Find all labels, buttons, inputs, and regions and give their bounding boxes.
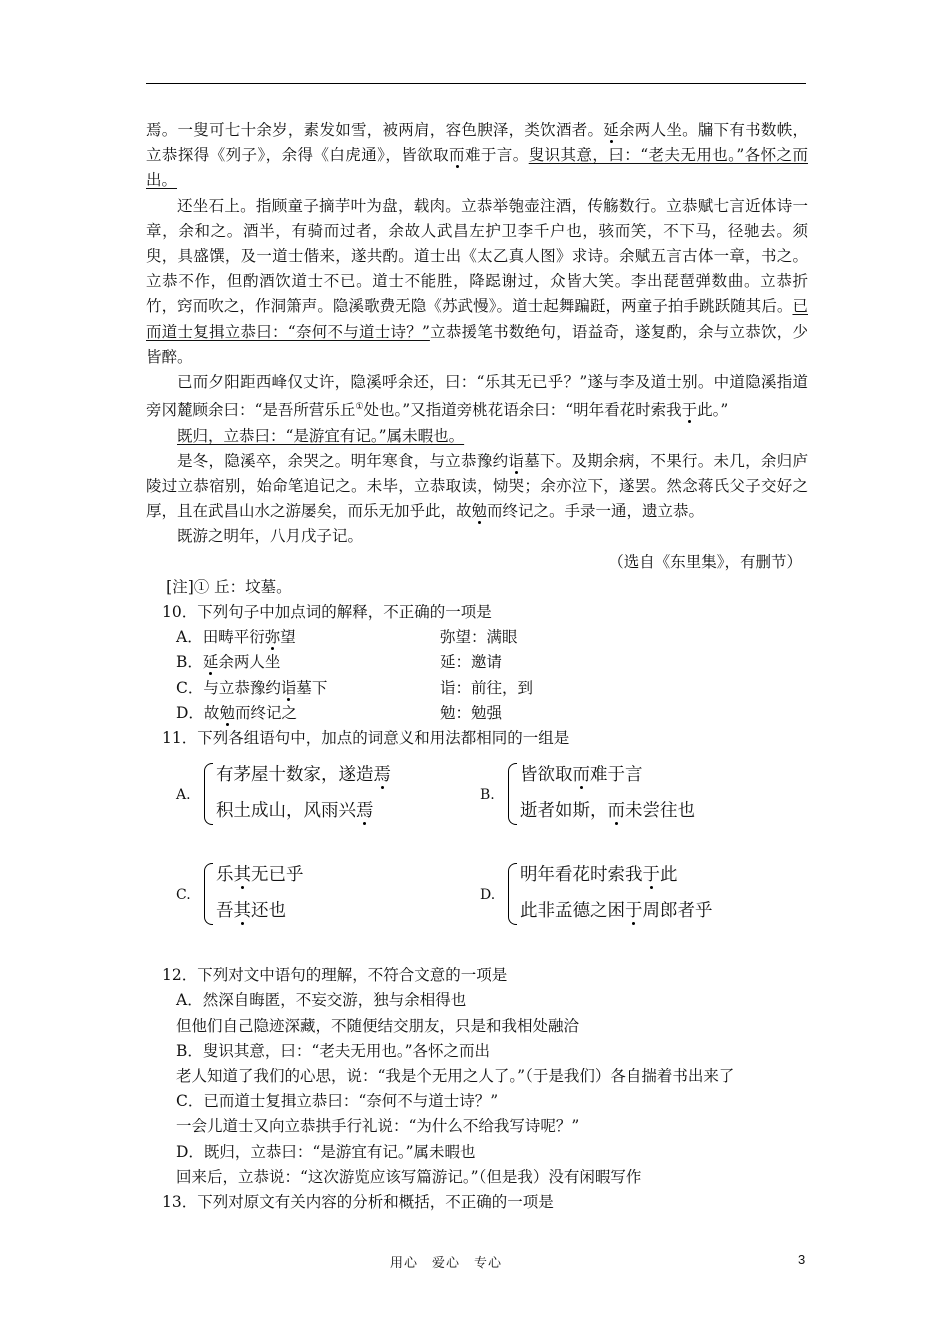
dotted-char: 于	[642, 865, 660, 886]
text: 望	[280, 628, 296, 647]
text: 已而夕阳距西峰仅丈许，隐溪呼余还，曰：“乐其无已乎？”遂与李及道士别。中道隐溪指道旁冈麓顾余曰：“是吾所营乐丘	[146, 373, 808, 420]
brace	[508, 863, 517, 925]
text: 未尝往也	[625, 801, 695, 822]
text: 难于言。	[464, 146, 529, 165]
pair-line-2	[216, 799, 374, 824]
text: B．	[176, 653, 203, 672]
text: 还坐石上。指顾童子摘芋叶为盘，载肉。立恭举匏壶注酒，传觞数行。立恭赋七言近体诗一章，余和之。酒半，有骑而过者，余故人武昌左护卫李千户也，骇而笑，不下马，径驰去。须臾，具盛馔，及一道士偕来，遂共酌。道士出《太乙真人图》求诗。余赋五言古体一章，书之。立恭不作，但酌酒饮道士不已。道士不能胜，降跽谢过，众皆大笑。李出琵琶弹数曲。立恭折竹，窍而吹之，作洞箫声。隐溪歌费无隐《苏武慢》。道士起舞蹁跹，两童子拍手跳跃随其后。	[146, 196, 808, 316]
footnote-marker: ①	[355, 402, 364, 413]
dotted-char: 于	[625, 901, 643, 922]
q12-option-d[interactable]: D．既归，立恭曰：“是游宜有记。”属未暇也	[176, 1142, 476, 1161]
brace	[508, 763, 517, 825]
dotted-char: 延	[603, 121, 620, 139]
dotted-char: 于	[681, 401, 698, 420]
q10-option-c[interactable]	[146, 676, 808, 701]
text: 是冬，隐溪卒，余哭之。明年寒食，与立恭豫约	[177, 451, 509, 470]
pair-line-2	[520, 899, 713, 924]
text: 还也	[251, 901, 286, 922]
dotted-char: 焉	[356, 801, 374, 822]
header-rule	[146, 83, 806, 84]
passage-paragraph-1	[146, 118, 808, 194]
text: 无已乎	[251, 865, 304, 886]
source-citation: （选自《东里集》，有删节）	[608, 552, 802, 571]
q10-option-d[interactable]	[146, 701, 808, 726]
option-sentence	[176, 650, 440, 675]
option-explanation: 勉：勉强	[440, 703, 503, 722]
dotted-char: 延	[202, 653, 219, 672]
underlined-sentence: 已而道士复揖立恭曰：“奈何不与道士诗？”	[146, 297, 808, 341]
dotted-char: 而	[449, 146, 465, 165]
passage-paragraph-6: 既游之明年，八月戊子记。	[177, 527, 364, 546]
text: 而终记之。手录一通，遗立恭。	[487, 502, 705, 521]
text: 吾	[216, 901, 234, 922]
text: 焉。一叟可七十余岁，素发如雪，被两肩，容色腴泽，类饮酒者。	[146, 121, 604, 139]
option-tag: C.	[176, 887, 191, 904]
text: 明年看花时索我	[520, 865, 643, 886]
text: 有茅屋十数家，遂造	[216, 765, 374, 786]
option-explanation: 延：邀请	[440, 653, 503, 672]
brace	[204, 763, 213, 825]
brace	[204, 863, 213, 925]
dotted-char: 诣	[508, 451, 525, 470]
text: D．故	[176, 703, 220, 722]
dotted-char: 而	[607, 801, 625, 822]
text: 此。”	[697, 401, 729, 420]
question-10-options	[146, 625, 808, 726]
option-explanation: 诣：前往，到	[440, 678, 534, 697]
passage-paragraph-4	[146, 424, 808, 449]
q12-option-b-translation: 老人知道了我们的心思，说：“我是个无用之人了。”（于是我们）各自揣着书出来了	[176, 1067, 735, 1086]
dotted-char: 其	[233, 865, 251, 886]
question-13-stem: 13．下列对原文有关内容的分析和概括，不正确的一项是	[162, 1193, 554, 1212]
q10-option-a[interactable]	[146, 625, 808, 650]
dotted-char: 而	[572, 765, 590, 786]
pair-line-2	[520, 799, 695, 824]
option-sentence	[176, 676, 440, 701]
option-tag: B.	[480, 787, 495, 804]
option-sentence	[176, 625, 440, 650]
q12-option-c-translation: 一会儿道士又向立恭拱手行礼说：“为什么不给我写诗呢？”	[176, 1117, 580, 1136]
q12-option-a[interactable]: A．然深自晦匿，不妄交游，独与余相得也	[176, 991, 467, 1010]
text: 此	[660, 865, 678, 886]
text: A．田畴平衍	[176, 628, 265, 647]
question-10-stem: 10．下列句子中加点词的解释，不正确的一项是	[162, 603, 492, 622]
footnote: [注]① 丘：坟墓。	[166, 577, 292, 596]
text: 此非孟德之困	[520, 901, 625, 922]
option-sentence	[176, 701, 440, 726]
dotted-char: 其	[233, 901, 251, 922]
text: C．与立恭豫约	[176, 678, 281, 697]
q12-option-b[interactable]: B．叟识其意，曰：“老夫无用也。”各怀之而出	[176, 1041, 490, 1060]
question-11-stem: 11．下列各组语句中，加点的词意义和用法都相同的一组是	[162, 729, 570, 748]
text: 皆欲取	[520, 765, 573, 786]
pair-line-2	[216, 899, 286, 924]
q12-option-a-translation: 但他们自己隐迹深藏，不随便结交朋友，只是和我相处融洽	[176, 1016, 580, 1035]
pair-line-1	[520, 763, 643, 788]
option-tag: D.	[480, 887, 496, 904]
text: 难于言	[590, 765, 643, 786]
text: 立恭援笔书数绝句，语益奇，遂复酌，余与立恭饮，少皆醉。	[146, 322, 808, 366]
q12-option-d-translation: 回来后，立恭说：“这次游览应该写篇游记。”（但是我）没有闲暇写作	[176, 1167, 642, 1186]
pair-line-1	[216, 763, 391, 788]
text: 余两人坐。牖下有书数帙，立恭探得《列子》，余得《白虎通》，皆欲取	[146, 121, 808, 165]
q10-option-b[interactable]	[146, 650, 808, 675]
footer-motto: 用心 爱心 专心	[390, 1256, 503, 1271]
text: 墓下。及期余病，不果行。未几，余归庐陵过立恭宿别，始命笔追记之。未毕，立恭取读，恸哭；余亦泣下，遂罢。然念蒋氏父子交好之厚，且在武昌山水之游屡矣，而乐无加乎此，故	[146, 451, 808, 521]
text: 墓下	[296, 678, 328, 697]
passage-paragraph-3	[146, 370, 808, 424]
text: 周郎者乎	[642, 901, 713, 922]
text: 而终记之	[234, 703, 297, 722]
dotted-char: 勉	[219, 703, 235, 722]
pair-line-1	[520, 863, 678, 888]
passage-paragraph-2	[146, 194, 808, 370]
page-content	[146, 118, 808, 1215]
question-11-pairs	[146, 751, 808, 963]
dotted-char: 焉	[373, 765, 391, 786]
page-number: 3	[798, 1252, 806, 1267]
underlined-sentence: 叟识其意，曰：“老夫无用也。”各怀之而出。	[146, 146, 808, 190]
question-12-stem: 12．下列对文中语句的理解，不符合文意的一项是	[162, 966, 508, 985]
underlined-sentence: 既归，立恭曰：“是游宜有记。”属未暇也。	[177, 426, 465, 445]
text: 处也。”又指道旁桃花语余曰：“明年看花时索我	[363, 401, 682, 420]
text: 余两人坐	[218, 653, 281, 672]
dotted-char: 诣	[280, 678, 297, 697]
q12-option-c[interactable]: C．已而道士复揖立恭曰：“奈何不与道士诗？”	[176, 1092, 499, 1111]
text: 积土成山，风雨兴	[216, 801, 356, 822]
text: 乐	[216, 865, 234, 886]
option-explanation: 弥望：满眼	[440, 628, 518, 647]
dotted-char: 弥	[264, 628, 281, 647]
passage-paragraph-5	[146, 449, 808, 525]
dotted-char: 勉	[471, 502, 488, 521]
option-tag: A.	[176, 787, 191, 804]
text: 逝者如斯，	[520, 801, 608, 822]
pair-line-1	[216, 863, 304, 888]
